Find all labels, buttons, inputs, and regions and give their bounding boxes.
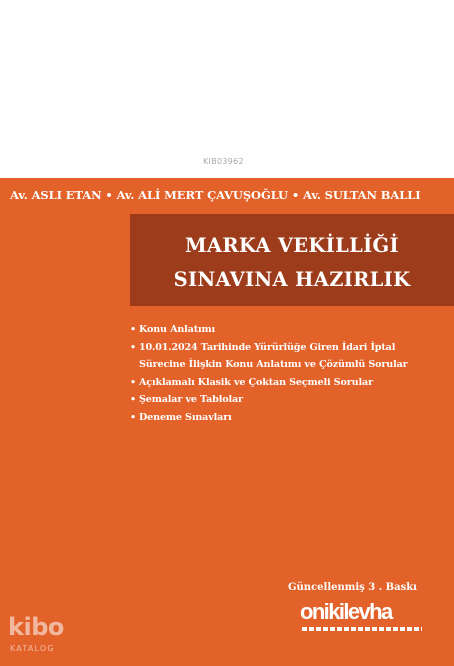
authors-line: Av. ASLI ETAN • Av. ALİ MERT ÇAVUŞOĞLU • Av. SULTAN BALLI <box>10 188 421 202</box>
kibo-watermark-logo <box>8 614 72 660</box>
catalog-code: KIB03962 <box>203 157 244 166</box>
title-band <box>130 214 454 306</box>
feature-text: Deneme Sınavları <box>139 411 232 423</box>
feature-text: 10.01.2024 Tarihinde Yürürlüğe Giren İdari İptal <box>139 341 396 353</box>
publisher-logo <box>300 600 428 634</box>
feature-text: Açıklamalı Klasik ve Çoktan Seçmeli Sorular <box>139 376 373 388</box>
feature-item <box>130 321 450 339</box>
feature-text: Konu Anlatımı <box>139 324 216 335</box>
feature-item <box>130 391 450 409</box>
publisher-logo-bar <box>302 627 422 631</box>
feature-item <box>130 374 450 392</box>
watermark-label: KATALOG <box>10 644 55 653</box>
watermark-brand: kibo <box>8 613 64 641</box>
edition-label: Güncellenmiş 3 . Baskı <box>288 582 417 593</box>
book-title-line-1: MARKA VEKİLLİĞİ <box>185 234 399 257</box>
feature-list <box>130 321 450 427</box>
top-white-area <box>0 0 454 178</box>
feature-text: Şemalar ve Tablolar <box>139 394 243 406</box>
feature-item <box>130 409 450 427</box>
feature-item <box>130 339 450 374</box>
feature-text-continued: Sürecine İlişkin Konu Anlatımı ve Çözümlü Sorular <box>139 359 408 371</box>
book-title-line-2: SINAVINA HAZIRLIK <box>173 268 411 291</box>
publisher-name: onikilevha <box>300 599 392 624</box>
